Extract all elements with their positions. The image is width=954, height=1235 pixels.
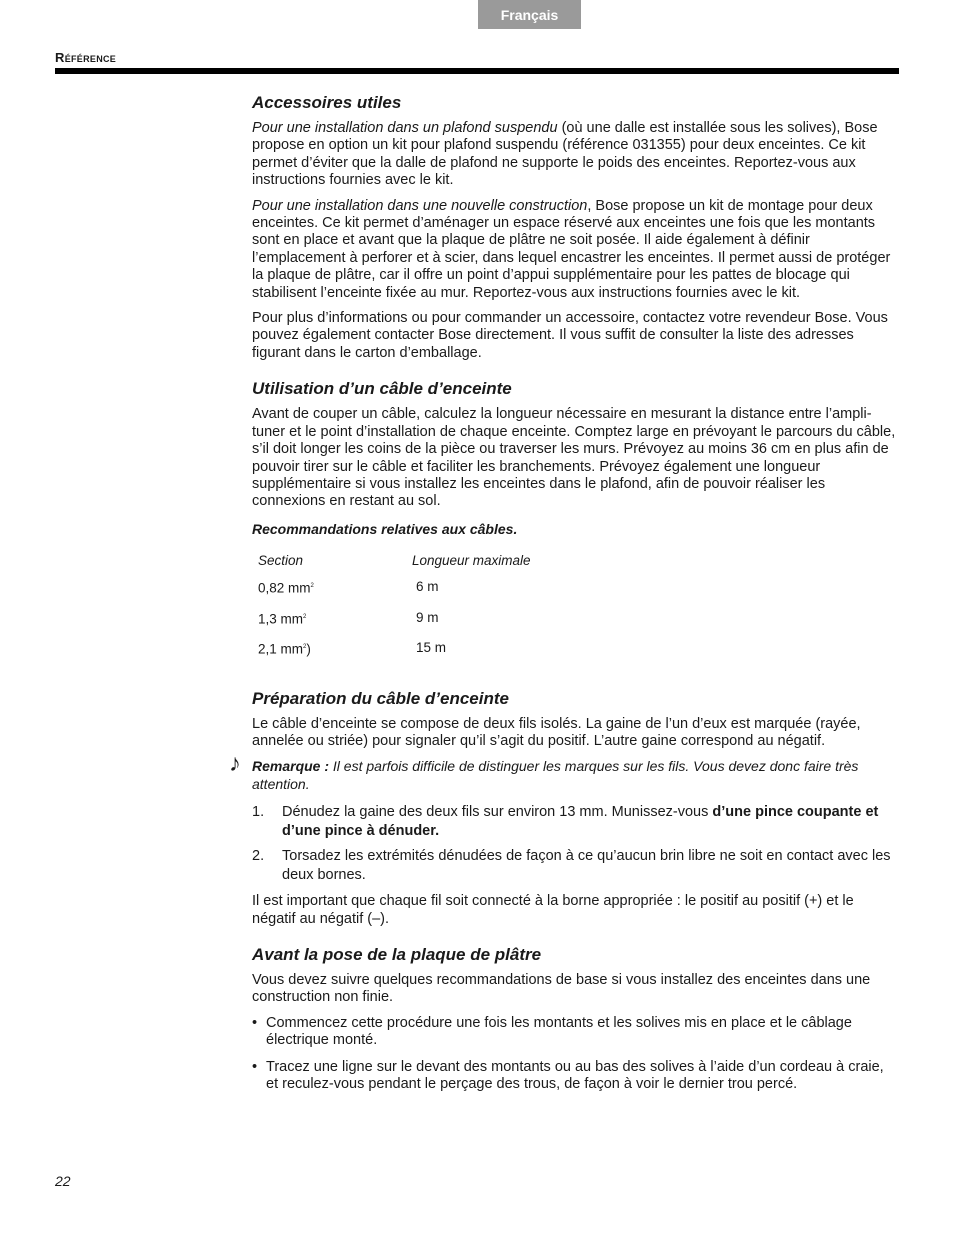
heading-accessoires: Accessoires utiles [252, 93, 402, 112]
step-text: Torsadez les extrémités dénudées de façon à ce qu’aucun brin libre ne soit en contact avec les deux bornes. [282, 848, 891, 884]
table-title: Recommandations relatives aux câbles. [252, 520, 518, 537]
table-row [252, 609, 531, 640]
header-rule [55, 68, 899, 74]
steps-list [252, 803, 898, 885]
paragraph: Il est important que chaque fil soit connecté à la borne appropriée : le positif au positif (+) et le négatif au négatif (–). [252, 893, 854, 927]
table-row [252, 639, 531, 670]
bullet-icon: • [252, 1014, 258, 1031]
section-suffix: ) [306, 641, 311, 657]
paragraph-text: (où une dalle est installée sous les solives), Bose propose en option un kit pour plafond suspendu (référence 031355) pour deux enceintes. Ce kit permet d’éviter que la dalle de plafond ne supporte le poids des enceintes. Reportez-vous aux instructions fournies avec le kit. [252, 120, 878, 189]
bullet-text: Tracez une ligne sur le devant des montants ou au bas des solives à l’aide d’un cordeau à craie, et reculez-vous pendant le perçage des trous, de façon à voir le dernier trou percé. [266, 1058, 884, 1093]
paragraph: Avant de couper un câble, calculez la longueur nécessaire en mesurant la distance entre l’ampli-tuner et le point d’installation de chaque enceinte. Comptez large en prévoyant le parcours du câble, s’il doit longer les coins de la pièce ou traverser les murs. Prévoyez au moins 36 cm en plus afin de pouvoir tirer sur le câble et faciliter les branchements. Prévoyez également une longueur supplémentaire si vous installez les enceintes dans le plafond, afin de pouvoir réaliser les connexions en restant au sol. [252, 406, 896, 510]
section-value: 0,82 mm [258, 580, 311, 596]
list-item [252, 1015, 898, 1050]
section-avant [252, 944, 898, 1093]
cell-section [252, 609, 406, 640]
cell-length: 15 m [416, 640, 447, 656]
paragraph [252, 198, 898, 302]
bullet-icon: • [252, 1058, 258, 1075]
section-cable [252, 378, 898, 669]
paragraph-text: , Bose propose un kit de montage pour deux enceintes. Ce kit permet d’aménager un espace réservé aux enceintes une fois que les montants sont en place et avant que la plaque de plâtre ne soit posée. Il aide également à définir l’emplacement à perforer et à scier, dans lequel encastrer les enceintes. Il permet aussi de protéger la plaque de plâtre, car il offre un point d’appui supplémentaire pour les pattes de blocage qui stabilisent l’enceinte fixée au mur. Reportez-vous aux instructions fournies avec le kit. [252, 197, 891, 301]
heading-cable: Utilisation d’un câble d’enceinte [252, 379, 512, 399]
table-row [252, 578, 531, 609]
cell-section [252, 639, 406, 670]
list-item [252, 1059, 898, 1094]
cable-table [252, 546, 531, 670]
bullet-list [252, 1015, 898, 1094]
italic-phrase: Pour une installation dans une nouvelle construction [252, 197, 588, 214]
section-value: 2,1 mm [258, 641, 304, 657]
main-content [229, 92, 898, 1103]
paragraph [252, 120, 898, 190]
cell-length: 9 m [416, 609, 439, 625]
note-label: Remarque : [252, 758, 330, 775]
list-item [252, 803, 898, 841]
paragraph: Le câble d’enceinte se compose de deux fils isolés. La gaine de l’un d’eux est marquée (rayée, annelée ou striée) pour signaler qu’il s’agit du positif. L’autre gaine correspond au négatif. [252, 715, 861, 750]
paragraph: Pour plus d’informations ou pour commander un accessoire, contactez votre revendeur Bose. Vous pouvez également contacter Bose directement. Il vous suffit de consulter la liste des adresses figurant dans le carton d’emballage. [252, 310, 888, 361]
step-text: Dénudez la gaine des deux fils sur environ 13 mm. Munissez-vous [282, 804, 713, 821]
cell-length: 6 m [416, 579, 439, 595]
section-value: 1,3 mm [258, 611, 304, 627]
cell-section [252, 578, 406, 609]
step-number: 2. [252, 848, 265, 865]
superscript: 2 [310, 583, 314, 590]
step-bold-text: d’une pince coupante et d’une pince à dénuder. [282, 804, 879, 840]
column-header-section: Section [258, 553, 304, 569]
page-number: 22 [55, 1173, 71, 1189]
superscript: 2 [303, 644, 307, 651]
heading-preparation: Préparation du câble d’enceinte [252, 688, 509, 708]
paragraph: Vous devez suivre quelques recommandations de base si vous installez des enceintes dans une construction non finie. [252, 972, 871, 1006]
heading-avant: Avant la pose de la plaque de plâtre [252, 945, 542, 965]
section-accessoires [252, 92, 898, 362]
music-note-icon: ♪ [229, 750, 241, 778]
note [229, 750, 898, 793]
note-text: Il est parfois difficile de distinguer les marques sur les fils. Vous devez donc faire très attention. [252, 758, 859, 792]
section-label: Référence [55, 50, 117, 65]
bullet-text: Commencez cette procédure une fois les montants et les solives mis en place et le câblage électrique monté. [266, 1014, 852, 1049]
superscript: 2 [303, 613, 307, 620]
list-item [252, 847, 898, 885]
column-header-length: Longueur maximale [412, 553, 531, 569]
table-header-row [252, 546, 531, 578]
step-number: 1. [252, 804, 265, 821]
language-tab[interactable]: Français [478, 0, 581, 29]
section-preparation [229, 688, 898, 928]
italic-phrase: Pour une installation dans un plafond suspendu [252, 120, 558, 136]
